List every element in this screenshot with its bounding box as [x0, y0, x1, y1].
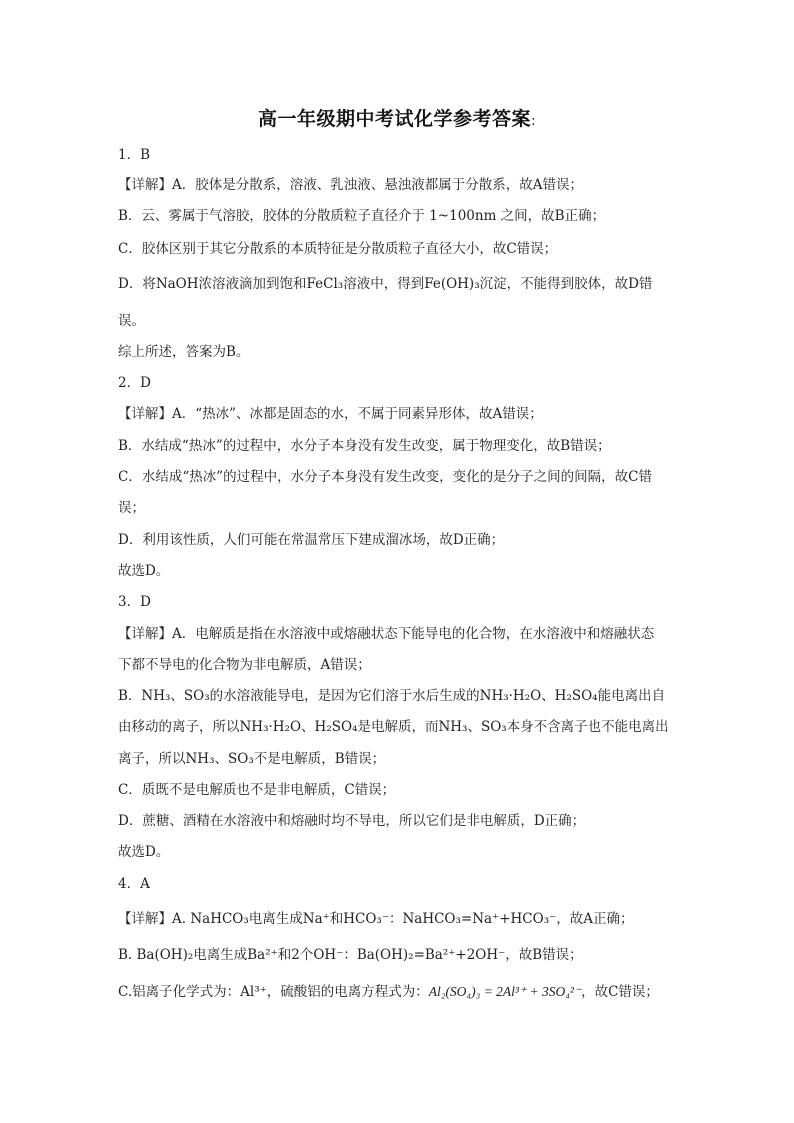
- q2-answer: 2．D: [118, 375, 151, 391]
- q1-option-d: D．将NaOH浓溶液滴加到饱和FeCl₃溶液中，得到Fe(OH)₃沉淀，不能得到胶体，故D错: [118, 276, 653, 292]
- title-text: 高一年级期中考试化学参考答案: [258, 108, 532, 130]
- q2-option-b: B．水结成“热冰”的过程中，水分子本身没有发生改变，属于物理变化，故B错误；: [118, 438, 611, 454]
- q3-option-a-cont: 下都不导电的化合物为非电解质，A错误；: [118, 657, 371, 673]
- q4-answer: 4．A: [118, 876, 150, 892]
- q1-answer: 1．B: [118, 147, 151, 163]
- q1-option-b: B．云、雾属于气溶胶，胶体的分散质粒子直径介于 1~100nm 之间，故B正确；: [118, 208, 606, 224]
- q2-summary: 故选D。: [118, 563, 170, 579]
- q3-summary: 故选D。: [118, 844, 170, 860]
- q4-c-end: ，故C错误；: [581, 984, 659, 1000]
- q4-c-text: C.铝离子化学式为：Al³⁺，硫酸铝的电离方程式为：: [118, 984, 429, 1000]
- detail-label: 【详解】: [118, 406, 172, 422]
- q1-option-a: [118, 176, 583, 194]
- q1-option-c: C．胶体区别于其它分散系的本质特征是分散质粒子直径大小，故C错误；: [118, 241, 558, 257]
- q1-a-text: A．胶体是分散系，溶液、乳浊液、悬浊液都属于分散系，故A错误；: [172, 177, 583, 193]
- title-colon: :: [531, 114, 536, 129]
- q1-option-d-cont: 误。: [118, 313, 145, 329]
- q4-a-text: A. NaHCO₃电离生成Na⁺和HCO₃⁻：NaHCO₃=Na⁺+HCO₃⁻，故A正确；: [172, 911, 634, 927]
- q3-option-b-cont2: 离子，所以NH₃、SO₃不是电解质，B错误；: [118, 751, 386, 767]
- q3-option-b-cont1: 由移动的离子，所以NH₃·H₂O、H₂SO₄是电解质，而NH₃、SO₃本身不含离子也不能电离出: [118, 719, 669, 735]
- q2-option-a: [118, 405, 543, 423]
- q2-option-c-cont: 误；: [118, 500, 145, 516]
- q4-option-b: B. Ba(OH)₂电离生成Ba²⁺和2个OH⁻：Ba(OH)₂=Ba²⁺+2OH⁻，故B错误；: [118, 947, 583, 963]
- page-title: [0, 104, 794, 131]
- q4-c-formula: Al₂(SO₄)₃ = 2Al³⁺ + 3SO₄²⁻: [428, 984, 582, 999]
- q4-option-c: [118, 983, 659, 1001]
- q3-answer: 3．D: [118, 594, 151, 610]
- q1-summary: 综上所述，答案为B。: [118, 344, 250, 360]
- q4-option-a: [118, 910, 633, 928]
- q3-option-c: C．质既不是电解质也不是非电解质，C错误；: [118, 782, 396, 798]
- detail-label: 【详解】: [118, 911, 172, 927]
- q3-a-text: A．电解质是指在水溶液中或熔融状态下能导电的化合物，在水溶液中和熔融状态: [172, 626, 655, 642]
- q3-option-b: B．NH₃、SO₃的水溶液能导电，是因为它们溶于水后生成的NH₃·H₂O、H₂SO₄能电离出自: [118, 688, 666, 704]
- q3-option-d: D．蔗糖、酒精在水溶液中和熔融时均不导电，所以它们是非电解质，D正确；: [118, 813, 586, 829]
- q2-option-c: C．水结成“热冰”的过程中，水分子本身没有发生改变，变化的是分子之间的间隔，故C错: [118, 469, 652, 485]
- q3-option-a: [118, 625, 654, 643]
- detail-label: 【详解】: [118, 177, 172, 193]
- q2-a-text: A．“热冰”、冰都是固态的水，不属于同素异形体，故A错误；: [172, 406, 543, 422]
- detail-label: 【详解】: [118, 626, 172, 642]
- q2-option-d: D．利用该性质，人们可能在常温常压下建成溜冰场，故D正确；: [118, 532, 505, 548]
